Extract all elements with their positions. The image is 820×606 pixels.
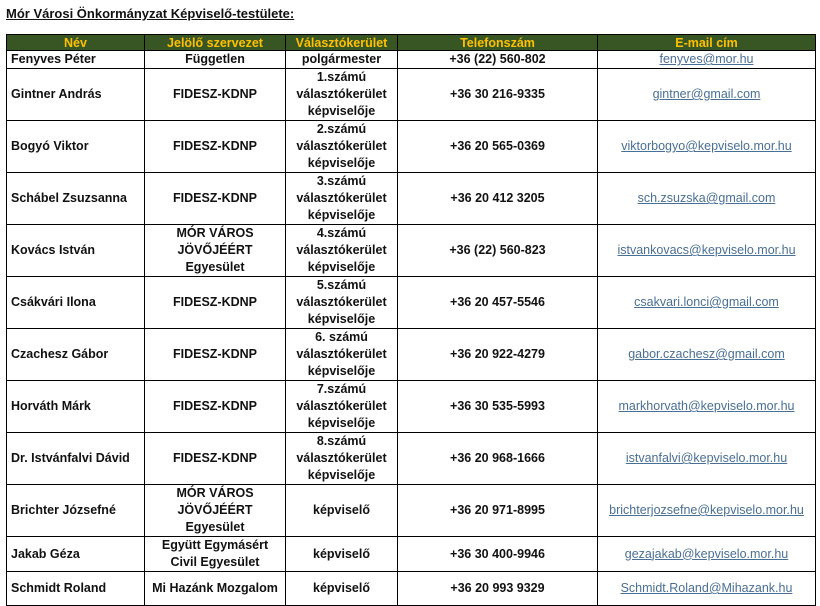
cell-organization: MÓR VÁROS JÖVŐJÉÉRT Egyesület <box>145 225 286 277</box>
email-link[interactable]: gintner@gmail.com <box>652 87 761 101</box>
cell-email <box>598 537 816 572</box>
cell-email <box>598 572 816 606</box>
cell-district: 7.számú választókerület képviselője <box>286 381 398 433</box>
cell-name: Jakab Géza <box>7 537 145 572</box>
table-header-row <box>7 35 816 51</box>
cell-email <box>598 329 816 381</box>
cell-organization: FIDESZ-KDNP <box>145 173 286 225</box>
table-row <box>7 51 816 69</box>
cell-phone: +36 20 412 3205 <box>398 173 598 225</box>
cell-email <box>598 485 816 537</box>
cell-email <box>598 121 816 173</box>
cell-name: Kovács István <box>7 225 145 277</box>
cell-name: Czachesz Gábor <box>7 329 145 381</box>
table-row <box>7 173 816 225</box>
cell-organization: FIDESZ-KDNP <box>145 277 286 329</box>
header-email: E-mail cím <box>598 35 816 51</box>
email-link[interactable]: gezajakab@kepviselo.mor.hu <box>624 546 789 561</box>
cell-organization: FIDESZ-KDNP <box>145 381 286 433</box>
cell-district: 3.számú választókerület képviselője <box>286 173 398 225</box>
cell-organization: FIDESZ-KDNP <box>145 121 286 173</box>
email-link[interactable]: Schmidt.Roland@Mihazank.hu <box>620 581 793 595</box>
cell-organization: Független <box>145 51 286 69</box>
email-link[interactable]: viktorbogyo@kepviselo.mor.hu <box>621 139 792 153</box>
cell-name: Gintner András <box>7 69 145 121</box>
table-row <box>7 572 816 606</box>
cell-name: Bogyó Viktor <box>7 121 145 173</box>
page-title: Mór Városi Önkormányzat Képviselő-testülete: <box>6 6 295 21</box>
cell-district: polgármester <box>286 51 398 69</box>
table-row <box>7 433 816 485</box>
table-row <box>7 69 816 121</box>
email-link[interactable]: sch.zsuzska@gmail.com <box>637 191 776 205</box>
table-row <box>7 121 816 173</box>
email-link[interactable]: fenyves@mor.hu <box>659 52 754 66</box>
email-link[interactable]: istvanfalvi@kepviselo.mor.hu <box>625 451 788 465</box>
representatives-table <box>6 34 816 606</box>
table-row <box>7 277 816 329</box>
header-organization: Jelölő szervezet <box>145 35 286 51</box>
cell-name: Schábel Zsuzsanna <box>7 173 145 225</box>
cell-phone: +36 (22) 560-802 <box>398 51 598 69</box>
cell-phone: +36 20 971-8995 <box>398 485 598 537</box>
cell-organization: Mi Hazánk Mozgalom <box>145 572 286 606</box>
cell-district: képviselő <box>286 485 398 537</box>
email-link[interactable]: istvankovacs@kepviselo.mor.hu <box>617 243 796 257</box>
cell-organization: MÓR VÁROS JÖVŐJÉÉRT Egyesület <box>145 485 286 537</box>
cell-organization: Együtt Egymásért Civil Egyesület <box>145 537 286 572</box>
table-row <box>7 485 816 537</box>
cell-district: 8.számú választókerület képviselője <box>286 433 398 485</box>
table-row <box>7 329 816 381</box>
cell-email <box>598 381 816 433</box>
header-phone: Telefonszám <box>398 35 598 51</box>
cell-name: Schmidt Roland <box>7 572 145 606</box>
cell-name: Brichter Józsefné <box>7 485 145 537</box>
email-link[interactable]: csakvari.lonci@gmail.com <box>634 295 779 309</box>
header-name: Név <box>7 35 145 51</box>
cell-email <box>598 433 816 485</box>
cell-phone: +36 20 968-1666 <box>398 433 598 485</box>
cell-email <box>598 173 816 225</box>
cell-phone: +36 30 216-9335 <box>398 69 598 121</box>
cell-email <box>598 69 816 121</box>
cell-email <box>598 225 816 277</box>
cell-email <box>598 51 816 69</box>
cell-organization: FIDESZ-KDNP <box>145 433 286 485</box>
table-row <box>7 225 816 277</box>
header-district: Választókerület <box>286 35 398 51</box>
cell-phone: +36 (22) 560-823 <box>398 225 598 277</box>
table-row <box>7 381 816 433</box>
table-row <box>7 537 816 572</box>
email-link[interactable]: markhorvath@kepviselo.mor.hu <box>618 399 795 413</box>
email-link[interactable]: gabor.czachesz@gmail.com <box>628 347 785 361</box>
cell-phone: +36 30 535-5993 <box>398 381 598 433</box>
cell-name: Horváth Márk <box>7 381 145 433</box>
cell-organization: FIDESZ-KDNP <box>145 329 286 381</box>
cell-district: képviselő <box>286 572 398 606</box>
cell-phone: +36 20 922-4279 <box>398 329 598 381</box>
cell-district: 6. számú választókerület képviselője <box>286 329 398 381</box>
cell-phone: +36 20 457-5546 <box>398 277 598 329</box>
email-link[interactable]: brichterjozsefne@kepviselo.mor.hu <box>609 503 804 517</box>
cell-district: 5.számú választókerület képviselője <box>286 277 398 329</box>
cell-district: 4.számú választókerület képviselője <box>286 225 398 277</box>
cell-name: Fenyves Péter <box>7 51 145 69</box>
cell-phone: +36 20 565-0369 <box>398 121 598 173</box>
cell-name: Csákvári Ilona <box>7 277 145 329</box>
cell-district: 1.számú választókerület képviselője <box>286 69 398 121</box>
cell-organization: FIDESZ-KDNP <box>145 69 286 121</box>
cell-phone: +36 30 400-9946 <box>398 537 598 572</box>
cell-district: képviselő <box>286 537 398 572</box>
cell-district: 2.számú választókerület képviselője <box>286 121 398 173</box>
cell-phone: +36 20 993 9329 <box>398 572 598 606</box>
cell-name: Dr. Istvánfalvi Dávid <box>7 433 145 485</box>
cell-email <box>598 277 816 329</box>
